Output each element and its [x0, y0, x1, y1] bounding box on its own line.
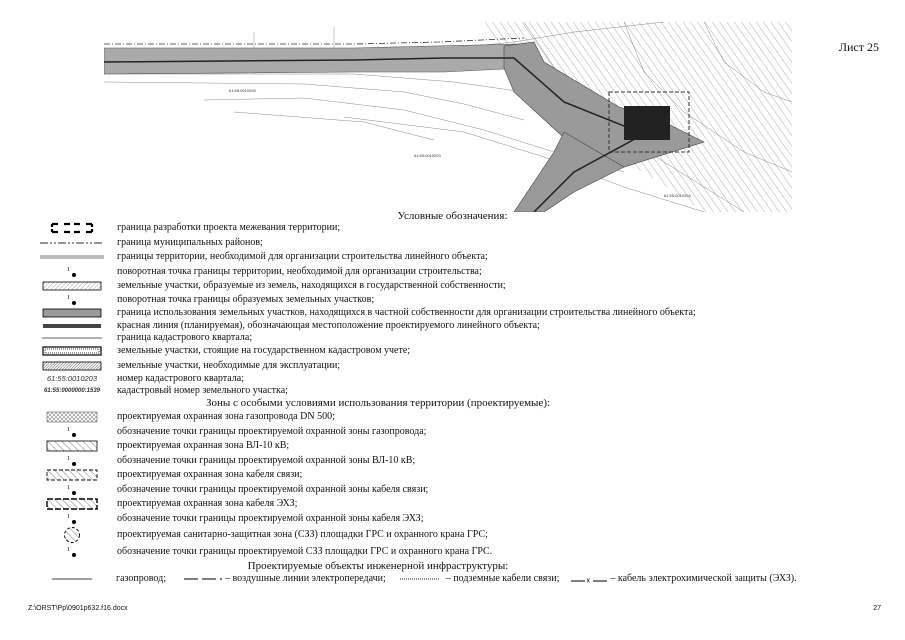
svg-text:1: 1 — [67, 294, 70, 301]
svg-text:1: 1 — [67, 513, 70, 520]
gas-protection-zone-icon — [28, 410, 116, 424]
legend-row: 1 обозначение точки границы проектируемой СЗЗ площадки ГРС и охранного крана ГРС. — [28, 544, 888, 560]
legend-row: граница кадастрового квартала; — [28, 332, 888, 344]
infra-title: Проектируемые объекты инженерной инфраструктуры: — [247, 559, 509, 572]
page-number: 27 — [873, 605, 881, 612]
svg-text:1: 1 — [67, 547, 70, 553]
legend-row: проектируемая охранная зона кабеля связи; — [28, 468, 888, 483]
legend-row: 1 обозначение точки границы проектируемой охранной зоны кабеля ЭХЗ; — [28, 512, 888, 527]
legend-row: проектируемая охранная зона газопровода DN 500; — [28, 410, 888, 425]
legend-row: проектируемая охранная зона кабеля ЭХЗ; — [28, 497, 888, 512]
legend-row: граница разработки проекта межевания территории; — [28, 221, 888, 236]
legend-row: 1 обозначение точки границы проектируемой охранной зоны ВЛ-10 кВ; — [28, 454, 888, 469]
dense-hatched-box-icon — [28, 359, 116, 373]
legend-row: граница использования земельных участков, находящихся в частной собственности для организации строительства линейного объекта; — [28, 306, 888, 321]
legend-row: 1 поворотная точка границы территории, необходимой для организации строительства; — [28, 265, 888, 280]
legend-row: 1 обозначение точки границы проектируемой охранной зоны кабеля связи; — [28, 483, 888, 498]
legend-row: земельные участки, стоящие на государственном кадастровом учете; — [28, 344, 888, 359]
legend-row: 61:55:0010203 номер кадастрового квартала; — [46, 373, 245, 384]
zones-title: Зоны с особыми условиями использования территории (проектируемые): — [205, 397, 551, 409]
power-line-zone-icon — [28, 439, 116, 453]
turn-point-icon — [28, 265, 116, 279]
corridor-band — [104, 44, 524, 74]
legend-row: газопровод; – воздушные линии электропередачи; – подземные кабели связи; x – кабель электрохимической защиты (ЭХЗ). — [28, 572, 888, 587]
power-line-icon — [184, 576, 222, 582]
turn-point-icon — [28, 425, 116, 439]
legend-title: Условные обозначения: — [397, 210, 508, 222]
map-cadastral-label: 61:55:0010205 — [229, 88, 256, 93]
svg-text:1: 1 — [67, 426, 70, 433]
parcel-number-code: 61:55:0000000:1539 — [43, 388, 101, 394]
ehz-cable-zone-icon — [28, 497, 116, 511]
legend-row: земельные участки, образуемые из земель, находящихся в государственной собственности; — [28, 279, 888, 294]
grs-site-building — [624, 106, 670, 140]
turn-point-icon — [28, 545, 116, 559]
comm-cable-icon — [400, 576, 440, 582]
legend-row: 61:55:0000000:1539 кадастровый номер земельного участка; — [43, 385, 288, 396]
legend-row: границы территории, необходимой для организации строительства линейного объекта; — [28, 250, 888, 265]
hatched-box-icon — [28, 279, 116, 293]
legend — [28, 221, 888, 587]
turn-point-icon — [28, 512, 116, 526]
legend-row: 1 обозначение точки границы проектируемой охранной зоны газопровода; — [28, 425, 888, 440]
legend-row: проектируемая охранная зона ВЛ-10 кВ; — [28, 439, 888, 454]
legend-row: красная линия (планируемая), обозначающая местоположение проектируемого линейного объекта; — [28, 320, 888, 332]
turn-point-icon — [28, 454, 116, 468]
map-cadastral-label: 61:55:0010203 — [414, 153, 441, 158]
sheet-number: Лист 25 — [838, 40, 879, 54]
dotted-box-icon — [28, 344, 116, 358]
document-path: Z:\ORST\Pp\0901p632.f16.docx — [28, 605, 128, 612]
svg-text:1: 1 — [67, 266, 70, 273]
cadastral-quarter-code: 61:55:0010203 — [46, 374, 98, 384]
municipal-boundary-icon — [28, 236, 116, 250]
turn-point-icon — [28, 293, 116, 307]
dashed-bracket-boundary-icon — [28, 221, 116, 235]
gas-pipeline-icon — [28, 572, 116, 586]
svg-text:1: 1 — [67, 484, 70, 491]
site-plan-map — [104, 22, 792, 212]
turn-point-icon — [28, 483, 116, 497]
legend-row: 1 поворотная точка границы образуемых земельных участков; — [28, 294, 888, 306]
comm-cable-zone-icon — [28, 468, 116, 482]
cadastral-quarter-boundary-icon — [28, 331, 116, 345]
legend-row: земельные участки, необходимые для эксплуатации; — [28, 359, 888, 374]
grey-band-icon — [28, 250, 116, 264]
legend-row: проектируемая санитарно-защитная зона (СЗЗ) площадки ГРС и охранного крана ГРС; — [28, 526, 888, 544]
ehz-cable-icon — [571, 574, 607, 584]
svg-text:1: 1 — [67, 455, 70, 462]
grey-box-icon — [28, 306, 116, 320]
legend-row: граница муниципальных районов; — [28, 236, 888, 251]
sanitary-zone-icon — [28, 526, 116, 544]
map-cadastral-label: 61:55:0010204 — [664, 193, 691, 198]
svg-text:x: x — [586, 577, 591, 585]
